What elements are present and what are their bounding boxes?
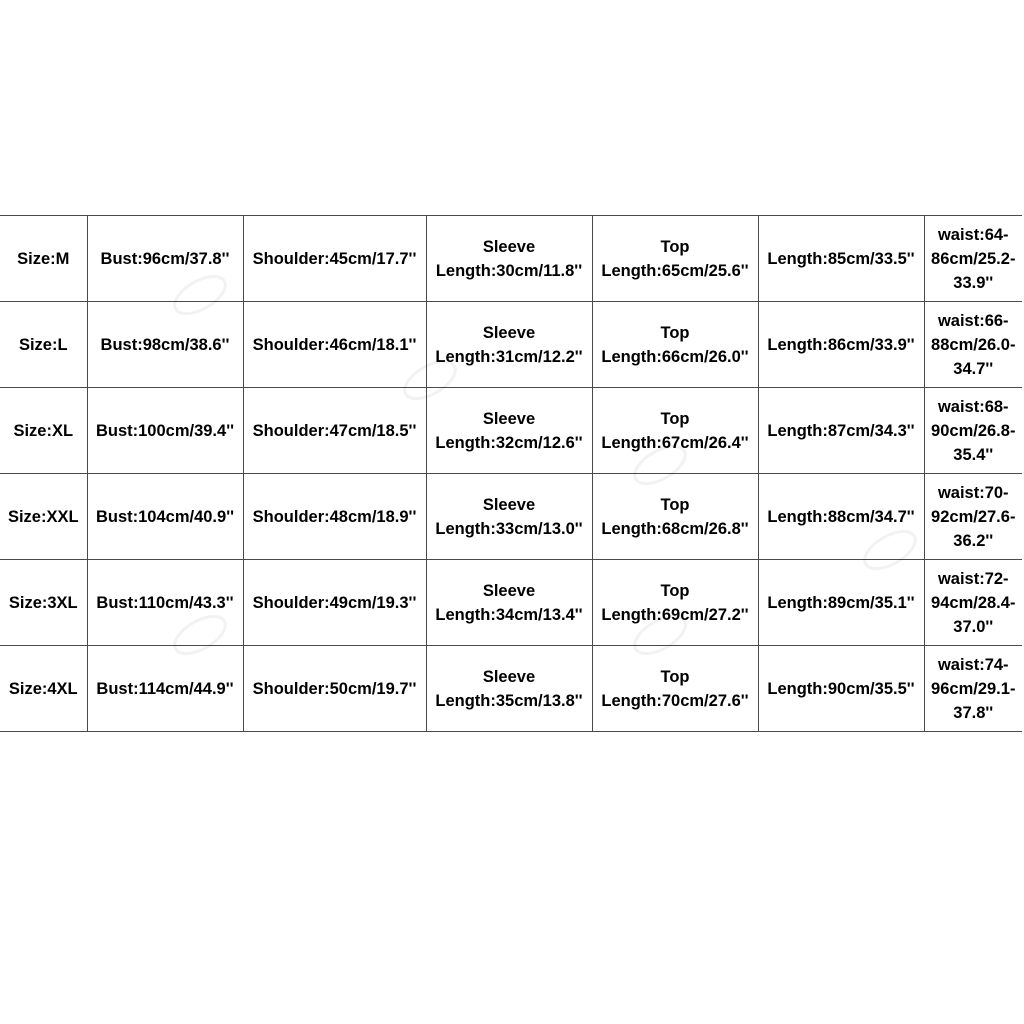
bust-cell <box>87 474 243 560</box>
bust-cell <box>87 302 243 388</box>
top-length-cell-line: Length:69cm/27.2'' <box>601 605 749 624</box>
sleeve-length-cell <box>426 646 592 732</box>
sleeve-length-cell-line: Sleeve <box>482 667 536 686</box>
top-length-cell <box>592 388 758 474</box>
table-row <box>0 388 1022 474</box>
length-cell-text: Length:85cm/33.5'' <box>767 249 915 268</box>
top-length-cell <box>592 474 758 560</box>
table-row <box>0 560 1022 646</box>
sleeve-length-cell-line: Sleeve <box>482 409 536 428</box>
bust-cell-text: Bust:104cm/40.9'' <box>95 507 235 526</box>
sleeve-length-cell <box>426 216 592 302</box>
top-length-cell-line: Top <box>660 667 690 686</box>
waist-cell-line: 88cm/26.0- <box>931 335 1016 354</box>
top-length-cell-line: Top <box>660 237 690 256</box>
size-cell <box>0 474 87 560</box>
top-length-cell <box>592 560 758 646</box>
sleeve-length-cell-line: Length:33cm/13.0'' <box>435 519 583 538</box>
waist-cell-line: waist:70- <box>937 483 1009 502</box>
shoulder-cell <box>243 560 426 646</box>
size-cell <box>0 216 87 302</box>
length-cell <box>758 388 924 474</box>
bust-cell-text: Bust:98cm/38.6'' <box>100 335 230 354</box>
sleeve-length-cell <box>426 302 592 388</box>
bust-cell-text: Bust:96cm/37.8'' <box>100 249 230 268</box>
waist-cell-line: 92cm/27.6- <box>931 507 1016 526</box>
sleeve-length-cell-line: Sleeve <box>482 237 536 256</box>
waist-cell-line: 37.0'' <box>953 617 994 636</box>
size-chart-table <box>0 215 1022 732</box>
length-cell <box>758 646 924 732</box>
sleeve-length-cell <box>426 474 592 560</box>
top-length-cell-line: Top <box>660 581 690 600</box>
sleeve-length-cell-line: Sleeve <box>482 581 536 600</box>
size-cell-text: Size:M <box>17 249 70 268</box>
length-cell-text: Length:86cm/33.9'' <box>767 335 915 354</box>
waist-cell-line: waist:72- <box>937 569 1009 588</box>
sleeve-length-cell-line: Length:32cm/12.6'' <box>435 433 583 452</box>
size-cell-text: Size:XXL <box>7 507 79 526</box>
top-length-cell-line: Length:68cm/26.8'' <box>601 519 749 538</box>
waist-cell <box>924 474 1022 560</box>
waist-cell-line: 35.4'' <box>953 445 994 464</box>
waist-cell-line: 96cm/29.1- <box>931 679 1016 698</box>
size-cell <box>0 560 87 646</box>
table-row <box>0 646 1022 732</box>
length-cell-text: Length:89cm/35.1'' <box>767 593 915 612</box>
waist-cell-line: waist:66- <box>937 311 1009 330</box>
bust-cell-text: Bust:114cm/44.9'' <box>96 679 234 698</box>
waist-cell-line: waist:68- <box>937 397 1009 416</box>
waist-cell <box>924 216 1022 302</box>
waist-cell-line: 36.2'' <box>953 531 994 550</box>
sleeve-length-cell-line: Length:31cm/12.2'' <box>435 347 583 366</box>
size-cell-text: Size:3XL <box>8 593 78 612</box>
shoulder-cell-text: Shoulder:48cm/18.9'' <box>252 507 417 526</box>
size-cell-text: Size:4XL <box>8 679 78 698</box>
size-cell <box>0 302 87 388</box>
size-cell-text: Size:XL <box>13 421 74 440</box>
shoulder-cell <box>243 216 426 302</box>
bust-cell <box>87 646 243 732</box>
waist-cell-line: 34.7'' <box>953 359 994 378</box>
length-cell <box>758 302 924 388</box>
table-row <box>0 474 1022 560</box>
shoulder-cell-text: Shoulder:45cm/17.7'' <box>252 249 417 268</box>
top-length-cell-line: Length:66cm/26.0'' <box>601 347 749 366</box>
sleeve-length-cell-line: Length:35cm/13.8'' <box>435 691 583 710</box>
top-length-cell-line: Top <box>660 323 690 342</box>
length-cell-text: Length:88cm/34.7'' <box>767 507 915 526</box>
length-cell-text: Length:90cm/35.5'' <box>767 679 915 698</box>
shoulder-cell-text: Shoulder:50cm/19.7'' <box>252 679 417 698</box>
table-row <box>0 216 1022 302</box>
sleeve-length-cell <box>426 388 592 474</box>
length-cell <box>758 560 924 646</box>
shoulder-cell-text: Shoulder:47cm/18.5'' <box>252 421 417 440</box>
top-length-cell <box>592 302 758 388</box>
shoulder-cell <box>243 302 426 388</box>
bust-cell <box>87 560 243 646</box>
shoulder-cell <box>243 474 426 560</box>
waist-cell <box>924 388 1022 474</box>
shoulder-cell-text: Shoulder:46cm/18.1'' <box>252 335 417 354</box>
sleeve-length-cell-line: Sleeve <box>482 323 536 342</box>
waist-cell <box>924 646 1022 732</box>
top-length-cell-line: Top <box>660 495 690 514</box>
waist-cell-line: waist:74- <box>937 655 1009 674</box>
top-length-cell <box>592 646 758 732</box>
waist-cell-line: 86cm/25.2- <box>931 249 1016 268</box>
sleeve-length-cell <box>426 560 592 646</box>
waist-cell-line: 90cm/26.8- <box>931 421 1016 440</box>
waist-cell <box>924 560 1022 646</box>
bust-cell <box>87 216 243 302</box>
bust-cell-text: Bust:110cm/43.3'' <box>96 593 234 612</box>
size-cell <box>0 646 87 732</box>
waist-cell-line: 94cm/28.4- <box>931 593 1016 612</box>
sleeve-length-cell-line: Length:30cm/11.8'' <box>435 261 583 280</box>
length-cell <box>758 216 924 302</box>
table-row <box>0 302 1022 388</box>
size-cell <box>0 388 87 474</box>
bust-cell <box>87 388 243 474</box>
top-length-cell-line: Length:65cm/25.6'' <box>601 261 749 280</box>
top-length-cell-line: Length:70cm/27.6'' <box>601 691 749 710</box>
top-length-cell <box>592 216 758 302</box>
length-cell-text: Length:87cm/34.3'' <box>767 421 915 440</box>
shoulder-cell-text: Shoulder:49cm/19.3'' <box>252 593 417 612</box>
waist-cell-line: waist:64- <box>937 225 1009 244</box>
size-cell-text: Size:L <box>18 335 68 354</box>
bust-cell-text: Bust:100cm/39.4'' <box>95 421 235 440</box>
waist-cell-line: 37.8'' <box>953 703 994 722</box>
length-cell <box>758 474 924 560</box>
sleeve-length-cell-line: Sleeve <box>482 495 536 514</box>
top-length-cell-line: Top <box>660 409 690 428</box>
size-chart-body <box>0 216 1022 732</box>
shoulder-cell <box>243 646 426 732</box>
waist-cell <box>924 302 1022 388</box>
shoulder-cell <box>243 388 426 474</box>
top-length-cell-line: Length:67cm/26.4'' <box>601 433 749 452</box>
sleeve-length-cell-line: Length:34cm/13.4'' <box>435 605 583 624</box>
waist-cell-line: 33.9'' <box>953 273 994 292</box>
